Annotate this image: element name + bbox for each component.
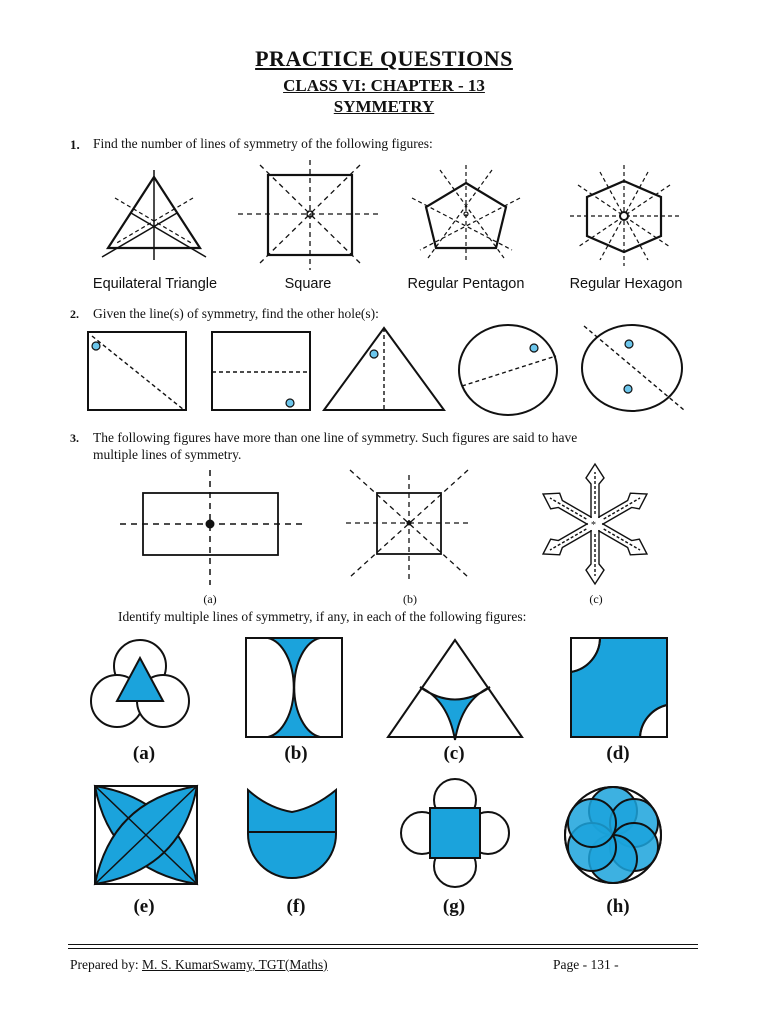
example-label-b: (b) (403, 592, 417, 606)
q3-number: 3. (70, 431, 79, 445)
footer-prepared-by (70, 957, 328, 973)
figure-c-triangle-curved (388, 640, 522, 740)
q3-text-line2: multiple lines of symmetry. (93, 447, 242, 462)
figure-d-square-quarter-arcs (571, 638, 667, 737)
figure-g-four-circles (401, 779, 509, 887)
q2-text: Given the line(s) of symmetry, find the other hole(s): (93, 306, 379, 321)
q1-number: 1. (70, 137, 80, 152)
figure-h-flower (565, 787, 661, 883)
q1-text: Find the number of lines of symmetry of the following figures: (93, 136, 433, 151)
figure-e-square-petals (95, 786, 197, 884)
q3-instruction: Identify multiple lines of symmetry, if any, in each of the following figures: (118, 609, 527, 624)
figure-label-h: (h) (606, 896, 630, 917)
footer-prepared-label: Prepared by: (70, 957, 139, 972)
example-label-a: (a) (203, 592, 217, 606)
label-square: Square (284, 276, 332, 292)
figure-f-cup (248, 790, 336, 878)
example-label-c: (c) (589, 592, 603, 606)
topic-title: SYMMETRY (333, 97, 435, 116)
figure-b-square-concave (246, 638, 342, 737)
chapter-subtitle: CLASS VI: CHAPTER - 13 (283, 76, 485, 95)
footer-rule-bottom (68, 948, 698, 949)
footer-page-number: Page - 131 - (553, 957, 619, 972)
figure-label-g: (g) (442, 896, 466, 917)
q2-number: 2. (70, 307, 79, 321)
page-title: PRACTICE QUESTIONS (255, 46, 513, 71)
figure-label-e: (e) (133, 896, 155, 917)
figure-label-c: (c) (443, 743, 465, 764)
figure-label-b: (b) (284, 743, 308, 764)
label-regular-pentagon: Regular Pentagon (407, 276, 525, 292)
q3-text-line1: The following figures have more than one line of symmetry. Such figures are said to have (93, 430, 578, 445)
footer-rule-top (68, 944, 698, 945)
svg-text:*: * (591, 520, 596, 531)
figure-label-f: (f) (286, 896, 306, 917)
label-regular-hexagon: Regular Hexagon (569, 276, 683, 292)
footer-author: M. S. KumarSwamy, TGT(Maths) (141, 957, 328, 972)
figure-label-d: (d) (606, 743, 630, 764)
label-equilateral-triangle: Equilateral Triangle (92, 276, 218, 292)
figure-a-three-circles (91, 640, 189, 727)
figure-label-a: (a) (132, 743, 156, 764)
